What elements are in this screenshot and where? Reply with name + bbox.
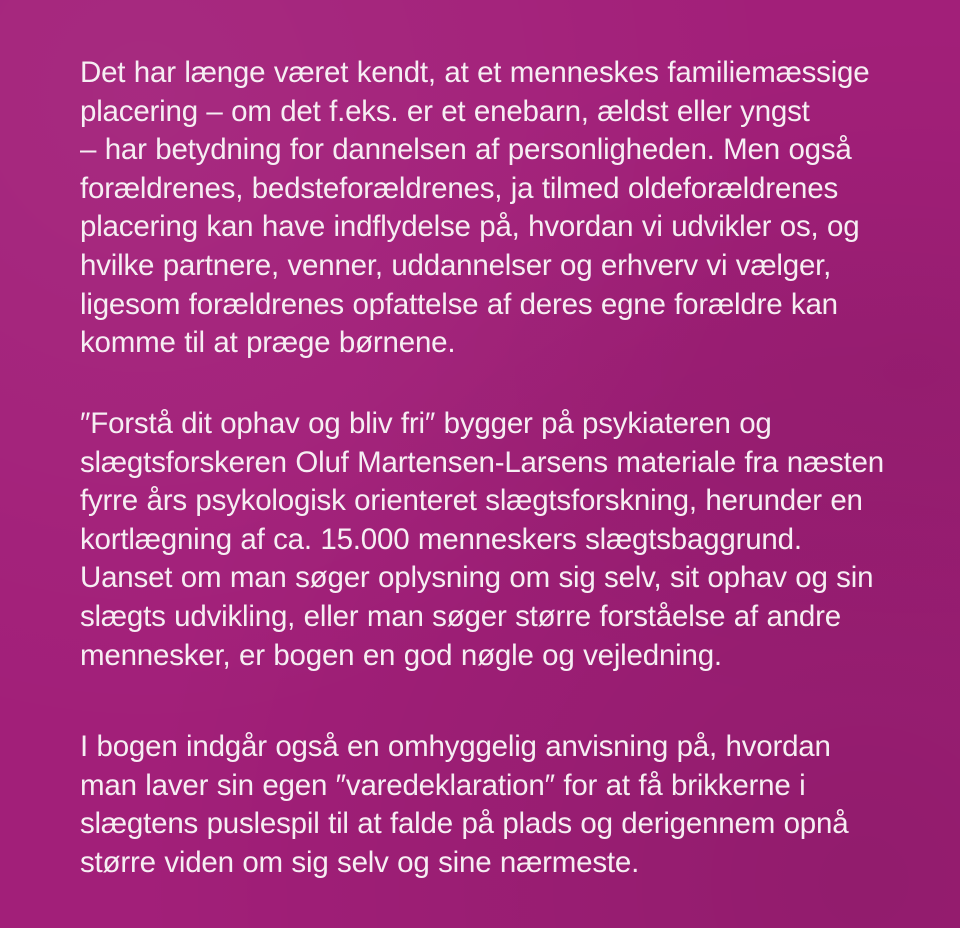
paragraph-line: ″Forstå dit ophav og bliv fri″ bygger på psykiateren og — [80, 407, 772, 440]
blurb-paragraph-2 — [80, 405, 920, 675]
paragraph-line: ligesom forældrenes opfattelse af deres egne forældre kan — [80, 287, 838, 321]
paragraph-line: slægtens puslespil til at falde på plads og derigennem opnå — [80, 807, 849, 841]
paragraph-line: – har betydning for dannelsen af personligheden. Men også — [80, 133, 852, 167]
paragraph-line: placering – om det f.eks. er et enebarn, ældst eller yngst — [80, 94, 810, 128]
paragraph-line: placering kan have indflydelse på, hvordan vi udvikler os, og — [80, 210, 860, 244]
paragraph-line: I bogen indgår også en omhyggelig anvisning på, hvordan — [80, 730, 831, 763]
blurb-paragraph-3 — [80, 728, 920, 882]
paragraph-line: Uanset om man søger oplysning om sig selv, sit ophav og sin — [80, 561, 874, 595]
paragraph-line: slægts udvikling, eller man søger større forståelse af andre — [80, 599, 841, 633]
paragraph-line: man laver sin egen ″varedeklaration″ for at få brikkerne i — [80, 768, 806, 802]
paragraph-line: fyrre års psykologisk orienteret slægtsforskning, herunder en — [80, 484, 863, 518]
blurb-paragraph-1 — [80, 54, 920, 363]
paragraph-line: større viden om sig selv og sine nærmeste. — [80, 845, 640, 879]
paragraph-line: slægtsforskeren Oluf Martensen-Larsens materiale fra næsten — [80, 445, 884, 479]
paragraph-line: kortlægning af ca. 15.000 menneskers slægtsbaggrund. — [80, 522, 802, 556]
paragraph-line: Det har længe været kendt, at et menneskes familiemæssige — [80, 56, 870, 89]
paragraph-line: hvilke partnere, venner, uddannelser og erhverv vi vælger, — [80, 248, 832, 282]
paragraph-line: forældrenes, bedsteforældrenes, ja tilmed oldeforældrenes — [80, 171, 839, 205]
paragraph-line: mennesker, er bogen en god nøgle og vejledning. — [80, 638, 722, 672]
paragraph-line: komme til at præge børnene. — [80, 326, 456, 360]
